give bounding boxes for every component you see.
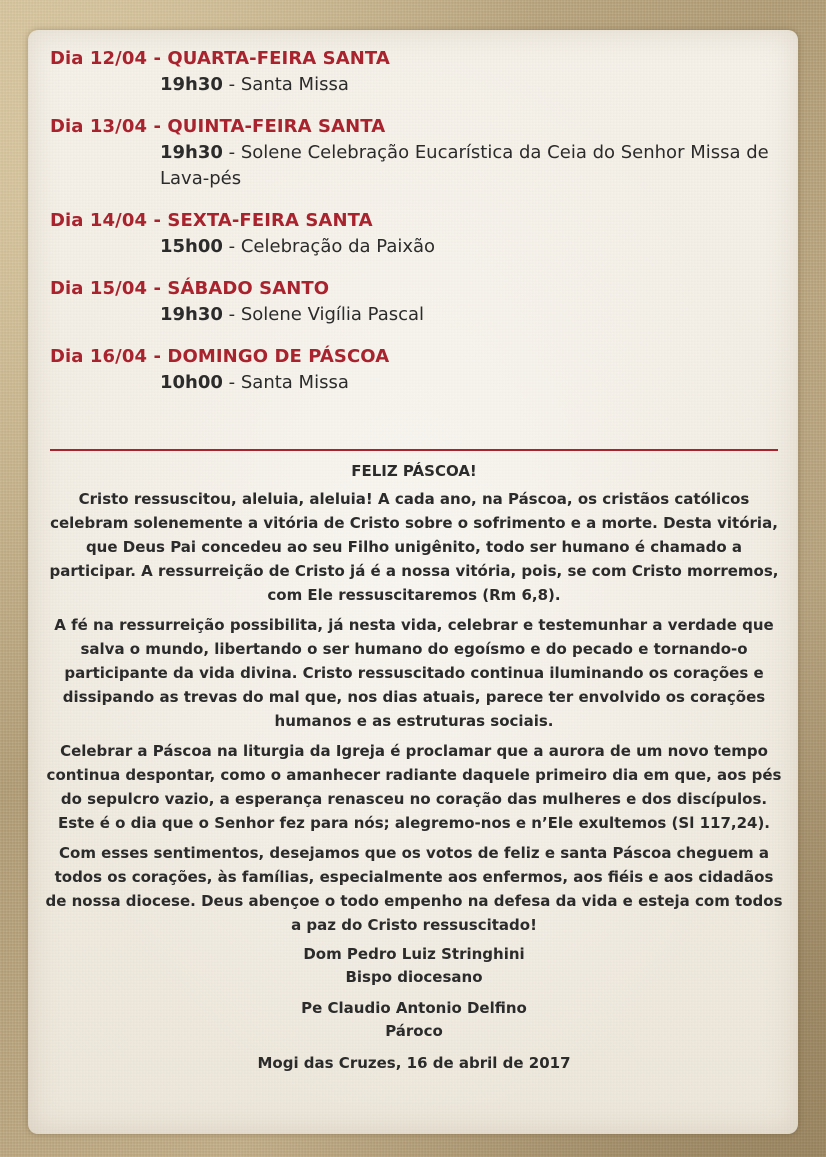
event-line <box>160 234 770 260</box>
signature-block <box>44 943 784 989</box>
easter-message <box>44 459 784 1075</box>
day-heading: Dia 15/04 - SÁBADO SANTO <box>50 278 330 299</box>
schedule-day <box>50 344 790 396</box>
signature-name: Pe Claudio Antonio Delfino <box>301 999 527 1017</box>
event-description: - Solene Vigília Pascal <box>222 304 425 325</box>
day-heading: Dia 13/04 - QUINTA-FEIRA SANTA <box>50 116 386 137</box>
schedule-day <box>50 114 790 192</box>
section-divider <box>50 449 778 451</box>
day-heading: Dia 14/04 - SEXTA-FEIRA SANTA <box>50 210 373 231</box>
event-description: - Celebração da Paixão <box>222 236 436 257</box>
event-description: - Santa Missa <box>222 372 349 393</box>
event-time: 10h00 <box>160 372 223 393</box>
signature-name: Dom Pedro Luiz Stringhini <box>303 945 525 963</box>
event-description: - Santa Missa <box>222 74 349 95</box>
message-paragraph: Celebrar a Páscoa na liturgia da Igreja é proclamar que a aurora de um novo tempo continua despontar, como o amanhecer radiante daquele primeiro dia em que, aos pés do sepulcro vazio, a esperança renasceu no coração das mulheres e dos discípulos. Este é o dia que o Senhor fez para nós; alegremo-nos e n’Ele exultemos (Sl 117,24). <box>46 742 782 832</box>
event-time: 19h30 <box>160 304 223 325</box>
event-line <box>160 140 770 192</box>
event-line <box>160 72 770 98</box>
message-paragraph: A fé na ressurreição possibilita, já nesta vida, celebrar e testemunhar a verdade que salva o mundo, libertando o ser humano do egoísmo e do pecado e tornando-o participante da vida divina. Cristo ressuscitado continua iluminando os corações e dissipando as trevas do mal que, nos dias atuais, parece ter envolvido os corações humanos e as estruturas sociais. <box>54 616 774 730</box>
event-description: - Solene Celebração Eucarística da Ceia do Senhor Missa de Lava-pés <box>160 142 769 189</box>
event-time: 15h00 <box>160 236 223 257</box>
schedule-day <box>50 208 790 260</box>
schedule-day <box>50 46 790 98</box>
message-title: FELIZ PÁSCOA! <box>351 462 477 480</box>
event-time: 19h30 <box>160 74 223 95</box>
signature-block <box>44 997 784 1043</box>
signature-role: Pároco <box>385 1022 443 1040</box>
message-paragraph: Cristo ressuscitou, aleluia, aleluia! A cada ano, na Páscoa, os cristãos católicos celebram solenemente a vitória de Cristo sobre o sofrimento e a morte. Desta vitória, que Deus Pai concedeu ao seu Filho unigênito, todo ser humano é chamado a participar. A ressurreição de Cristo já é a nossa vitória, pois, se com Cristo morremos, com Ele ressuscitaremos (Rm 6,8). <box>49 490 779 604</box>
event-time: 19h30 <box>160 142 223 163</box>
day-heading: Dia 12/04 - QUARTA-FEIRA SANTA <box>50 48 390 69</box>
message-paragraph: Com esses sentimentos, desejamos que os votos de feliz e santa Páscoa cheguem a todos os corações, às famílias, especialmente aos enfermos, aos fiéis e aos cidadãos de nossa diocese. Deus abençoe o todo empenho na defesa da vida e esteja com todos a paz do Cristo ressuscitado! <box>45 844 783 934</box>
schedule-day <box>50 276 790 328</box>
event-line <box>160 370 770 396</box>
day-heading: Dia 16/04 - DOMINGO DE PÁSCOA <box>50 346 390 367</box>
signature-role: Bispo diocesano <box>345 968 483 986</box>
holy-week-schedule <box>50 46 790 412</box>
place-date: Mogi das Cruzes, 16 de abril de 2017 <box>257 1054 571 1072</box>
event-line <box>160 302 770 328</box>
